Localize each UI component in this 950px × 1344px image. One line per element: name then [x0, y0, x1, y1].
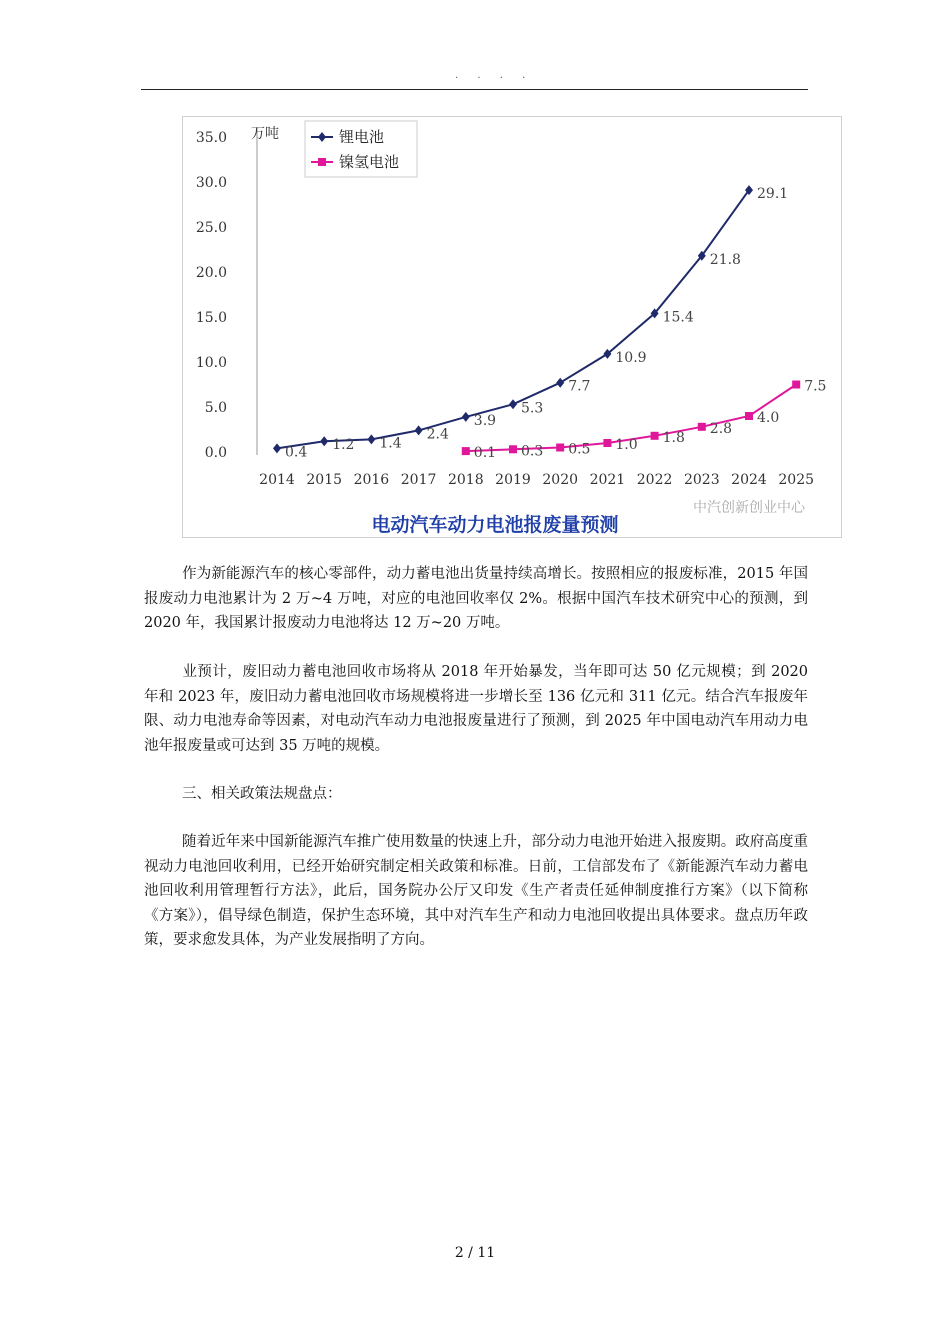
battery-scrap-chart — [182, 116, 842, 538]
y-tick-label: 0.0 — [204, 445, 227, 461]
x-tick-label: 2017 — [400, 472, 437, 488]
legend-marker — [318, 158, 326, 166]
data-point — [745, 412, 753, 420]
section-heading: 三、相关政策法规盘点： — [182, 786, 342, 802]
x-tick-label: 2021 — [589, 472, 626, 488]
data-point — [367, 434, 375, 444]
y-tick-label: 5.0 — [204, 400, 227, 416]
data-label: 0.1 — [473, 445, 497, 462]
data-point — [509, 399, 517, 409]
paragraph-1: 作为新能源汽车的核心零部件，动力蓄电池出货量持续高增长。按照相应的报废标准，2015 年国报废动力电池累计为 2 万~4 万吨，对应的电池回收率仅 2%。根据中国汽车技术研究中心的预测，到 2020 年，我国累计报废动力电池将达 12 万~20 万吨。 — [144, 566, 808, 631]
data-point — [415, 425, 423, 435]
data-label: 1.0 — [615, 437, 638, 453]
data-point — [603, 439, 611, 447]
chart-title: 电动汽车动力电池报废量预测 — [371, 514, 619, 536]
header-dots: . . . . — [455, 70, 534, 81]
legend-label: 镍氢电池 — [339, 153, 400, 171]
data-label: 4.0 — [757, 410, 780, 426]
data-label: 29.1 — [757, 186, 789, 203]
y-tick-label: 35.0 — [195, 130, 227, 146]
x-tick-label: 2016 — [353, 472, 390, 488]
y-tick-label: 30.0 — [195, 175, 227, 191]
data-point — [792, 381, 800, 389]
data-label: 0.5 — [568, 441, 591, 458]
x-tick-label: 2022 — [636, 472, 673, 488]
data-label: 2.8 — [709, 420, 733, 437]
y-tick-label: 25.0 — [195, 220, 227, 236]
x-tick-label: 2014 — [259, 472, 295, 488]
data-point — [462, 412, 470, 422]
watermark: 中汽创新创业中心 — [693, 500, 805, 516]
data-point — [556, 444, 564, 452]
x-tick-label: 2015 — [306, 472, 343, 488]
data-point — [462, 447, 470, 455]
y-unit-label: 万吨 — [251, 126, 279, 142]
chart-legend — [305, 121, 417, 177]
x-tick-label: 2024 — [731, 472, 767, 488]
x-tick-label: 2019 — [495, 472, 531, 488]
data-label: 10.9 — [615, 349, 647, 366]
paragraph-3: 随着近年来中国新能源汽车推广使用数量的快速上升，部分动力电池开始进入报废期。政府高度重视动力电池回收利用，已经开始研究制定相关政策和标准。日前，工信部发布了《新能源汽车动力蓄电池回收利用管理暂行方法》，此后，国务院办公厅又印发《生产者责任延伸制度推行方案》（以下简称《方案》），倡导绿色制造，保护生态环境，其中对汽车生产和动力电池回收提出具体要求。盘点历年政策，要求愈发具体，为产业发展指明了方向。 — [144, 834, 808, 948]
data-point — [273, 443, 281, 453]
x-tick-label: 2018 — [447, 472, 484, 488]
y-tick-label: 20.0 — [195, 265, 227, 281]
data-point — [698, 423, 706, 431]
y-tick-label: 10.0 — [195, 355, 227, 371]
page-number: 2 / 11 — [454, 1245, 496, 1261]
x-tick-label: 2025 — [778, 472, 815, 488]
data-point — [509, 445, 517, 453]
data-label: 1.2 — [332, 437, 355, 454]
x-tick-label: 2020 — [542, 472, 579, 488]
data-point — [320, 436, 328, 446]
data-label: 7.5 — [804, 378, 827, 395]
data-label: 1.4 — [379, 435, 402, 452]
data-label: 3.9 — [473, 412, 497, 429]
legend-label: 锂电池 — [339, 128, 385, 146]
data-label: 0.3 — [521, 443, 544, 460]
data-label: 0.4 — [285, 444, 308, 461]
header-rule — [141, 89, 808, 90]
data-label: 7.7 — [568, 378, 591, 395]
data-point — [556, 378, 564, 388]
data-label: 2.4 — [426, 426, 449, 443]
x-tick-label: 2023 — [683, 472, 720, 488]
data-point — [651, 432, 659, 440]
data-label: 21.8 — [709, 251, 741, 268]
paragraph-2: 业预计，废旧动力蓄电池回收市场将从 2018 年开始暴发，当年即可达 50 亿元规模；到 2020 年和 2023 年，废旧动力蓄电池回收市场规模将进一步增长至 136 亿元和 311 亿元。结合汽车报废年限、动力电池寿命等因素，对电动汽车动力电池报废量进行了预测，到 2025 年中国电动汽车用动力电池年报废量或可达到 35 万吨的规模。 — [144, 664, 808, 754]
data-label: 15.4 — [662, 309, 694, 326]
data-label: 1.8 — [662, 429, 685, 446]
data-label: 5.3 — [521, 400, 544, 417]
chart-svg — [183, 117, 841, 537]
y-tick-label: 15.0 — [195, 310, 227, 326]
